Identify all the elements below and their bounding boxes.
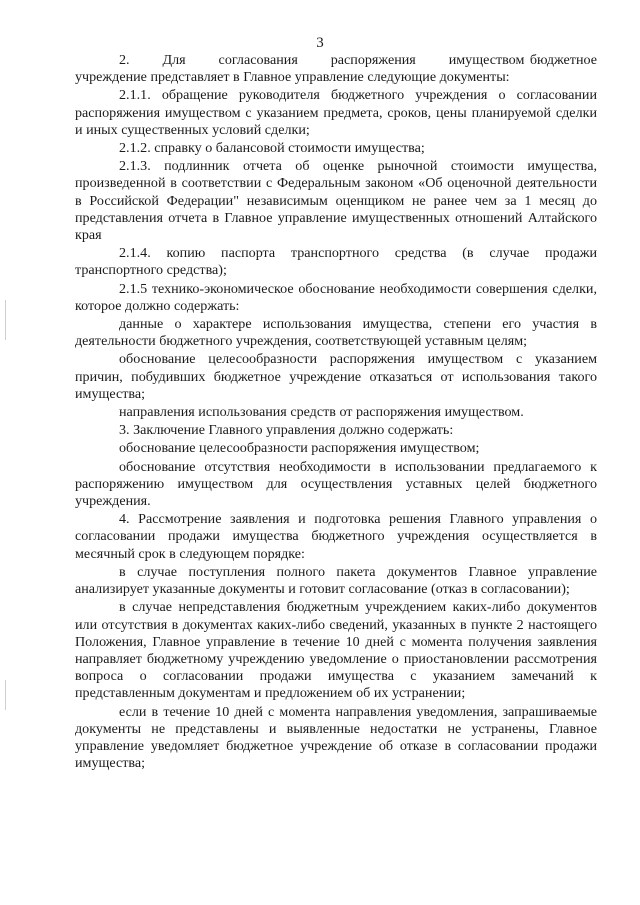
paragraph-2: 2. Для согласования распоряжения имуществом бюджетное учреждение представляет в Главное управление следующие документы: bbox=[75, 52, 597, 86]
document-body bbox=[75, 52, 597, 773]
paragraph-3-justification: обоснование целесообразности распоряжения имуществом; bbox=[119, 440, 480, 457]
paragraph-4: 4. Рассмотрение заявления и подготовка решения Главного управления о согласовании продажи имущества бюджетного учреждения осуществляется в месячный срок в следующем порядке: bbox=[75, 511, 597, 562]
paragraph-2-1-1: 2.1.1. обращение руководителя бюджетного учреждения о согласовании распоряжения имуществом с указанием предмета, сроков, цены планируемой сделки и иных существенных условий сделки; bbox=[75, 87, 597, 138]
paragraph-4-refusal: если в течение 10 дней с момента направления уведомления, запрашиваемые документы не представлены и выявленные недостатки не устранены, Главное управление уведомляет бюджетное учреждение об отказе в согласовании продажи имущества; bbox=[75, 703, 597, 772]
page-number: 3 bbox=[316, 35, 324, 51]
scan-margin-mark bbox=[5, 300, 6, 340]
paragraph-2-1-3: 2.1.3. подлинник отчета об оценке рыночной стоимости имущества, произведенной в соответствии с Федеральным законом «Об оценочной деятельности в Российской Федерации" независимым оценщиком не ранее чем за 1 месяц до представления отчета в Главное управление имущественных отношений Алтайского края bbox=[75, 158, 597, 244]
paragraph-usage-data: данные о характере использования имущества, степени его участия в деятельности бюджетного учреждения, соответствующей уставным целям; bbox=[75, 316, 597, 350]
paragraph-2-1-4: 2.1.4. копию паспорта транспортного средства (в случае продажи транспортного средства); bbox=[75, 245, 597, 279]
paragraph-3: 3. Заключение Главного управления должно содержать: bbox=[119, 422, 454, 439]
paragraph-3-no-need: обоснование отсутствия необходимости в использовании предлагаемого к распоряжению имуществом для осуществления уставных целей бюджетного учреждения. bbox=[75, 458, 597, 510]
paragraph-2-1-5: 2.1.5 технико-экономическое обоснование необходимости совершения сделки, которое должно содержать: bbox=[75, 280, 597, 314]
paragraph-4-full-package: в случае поступления полного пакета документов Главное управление анализирует указанные документы и готовит согласование (отказ в согласовании); bbox=[75, 563, 597, 598]
paragraph-4-missing-docs: в случае непредставления бюджетным учреждением каких-либо документов или отсутствия в документах каких-либо сведений, указанных в пункте 2 настоящего Положения, Главное управление в течение 10 дней с момента получения заявления направляет бюджетному учреждению уведомление о приостановлении рассмотрения вопроса о согласовании продажи имущества с указанием замечаний к представленным документам и предложением об их устранении; bbox=[75, 599, 597, 702]
paragraph-funds-usage: направления использования средств от распоряжения имуществом. bbox=[119, 404, 524, 421]
paragraph-2-1-2: 2.1.2. справку о балансовой стоимости имущества; bbox=[119, 140, 425, 157]
scan-margin-mark bbox=[5, 680, 6, 710]
paragraph-justification: обоснование целесообразности распоряжения имуществом с указанием причин, побудивших бюджетное учреждение отказаться от использования такого имущества; bbox=[75, 351, 597, 402]
